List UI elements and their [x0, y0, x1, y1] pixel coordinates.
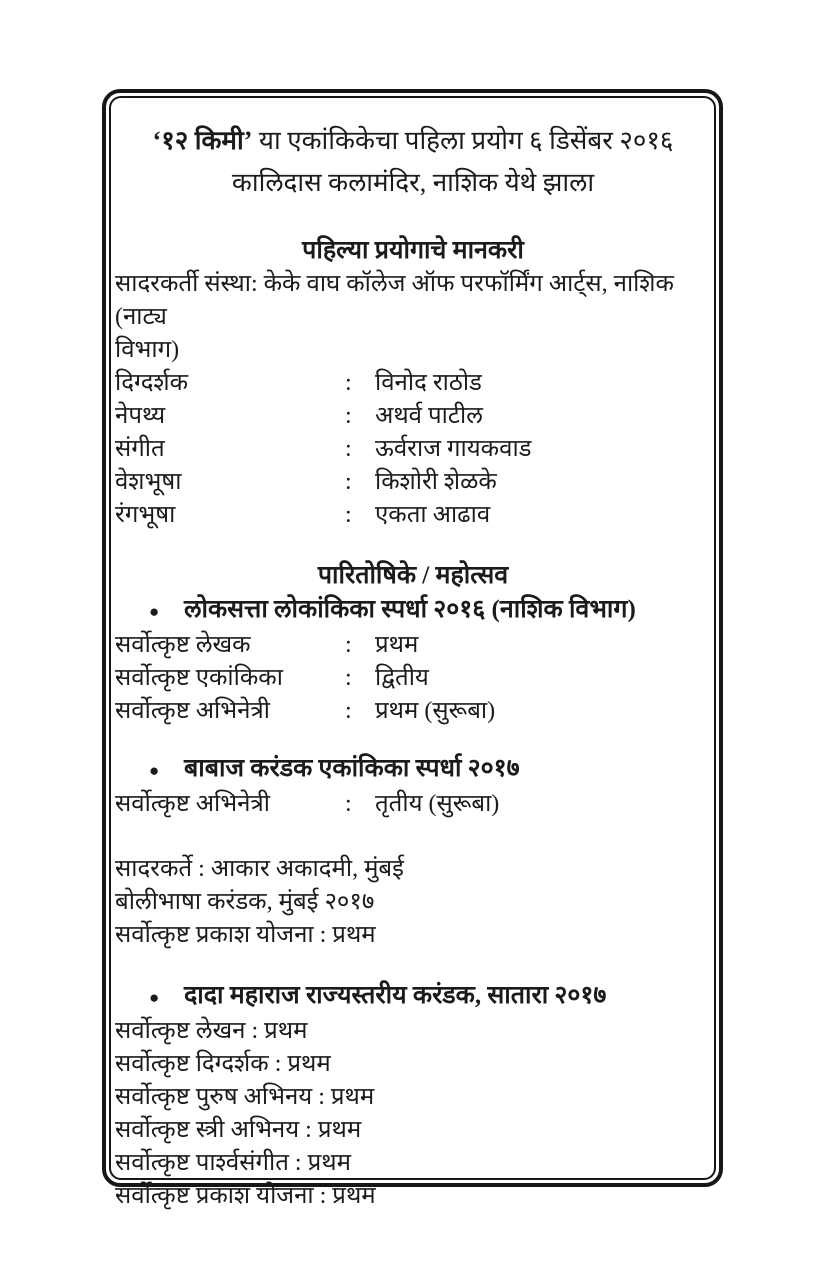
- award-row: [115, 629, 711, 662]
- presenter-line: विभाग): [115, 337, 180, 363]
- credit-row-label: रंगभूषा: [115, 502, 176, 528]
- award-group: [115, 593, 711, 728]
- credit-row-value: अथर्व पाटील: [375, 403, 483, 429]
- page-content: [115, 100, 711, 1213]
- award-line: सर्वोत्कृष्ट प्रकाश योजना : प्रथम: [115, 922, 376, 948]
- competition-title: बाबाज करंडक एकांकिका स्पर्धा २०१७: [184, 755, 520, 782]
- premiere-line2: कालिदास कलामंदिर, नाशिक येथे झाला: [231, 168, 595, 197]
- awards-groups: [115, 593, 711, 1213]
- award-row-label: सर्वोत्कृष्ट एकांकिका: [115, 665, 283, 691]
- credit-row-label: दिग्दर्शक: [115, 370, 189, 396]
- awards-heading: पारितोषिके / महोत्सव: [317, 562, 509, 589]
- credit-row: [115, 499, 711, 532]
- award-row-colon: :: [345, 665, 352, 691]
- award-row-label: सर्वोत्कृष्ट अभिनेत्री: [115, 698, 270, 724]
- credit-row: [115, 433, 711, 466]
- credits-list: [115, 367, 711, 532]
- credit-row-value: विनोद राठोड: [375, 370, 482, 396]
- award-row-value: द्वितीय: [375, 665, 429, 691]
- award-row-colon: :: [345, 698, 352, 724]
- credit-row: [115, 466, 711, 499]
- credit-row-colon: :: [345, 469, 352, 495]
- credit-row: [115, 367, 711, 400]
- credit-row-colon: :: [345, 370, 352, 396]
- award-group: [115, 752, 711, 821]
- award-row-colon: :: [345, 791, 352, 817]
- award-row: [115, 695, 711, 728]
- award-row-value: प्रथम: [375, 632, 419, 658]
- credit-row-value: ऊर्वराज गायकवाड: [375, 436, 532, 462]
- presenter-line: सादरकर्ती संस्था: केके वाघ कॉलेज ऑफ परफॉर्मिंग आर्ट्स, नाशिक (नाट्य: [115, 271, 674, 330]
- credit-row: [115, 400, 711, 433]
- bullet-icon: ●: [149, 761, 160, 780]
- award-line: सर्वोत्कृष्ट स्त्री अभिनय : प्रथम: [115, 1117, 362, 1143]
- award-line: बोलीभाषा करंडक, मुंबई २०१७: [115, 889, 375, 915]
- premiere-note: [115, 120, 711, 204]
- award-line: सर्वोत्कृष्ट पार्श्वसंगीत : प्रथम: [115, 1150, 351, 1176]
- award-line: सर्वोत्कृष्ट पुरुष अभिनय : प्रथम: [115, 1084, 375, 1110]
- award-row-value: तृतीय (सुरूबा): [375, 791, 500, 817]
- award-row: [115, 662, 711, 695]
- competition-title: दादा महाराज राज्यस्तरीय करंडक, सातारा २०१७: [184, 982, 607, 1009]
- award-row-colon: :: [345, 632, 352, 658]
- premiere-line1: [115, 120, 711, 162]
- award-line: सर्वोत्कृष्ट लेखन : प्रथम: [115, 1018, 308, 1044]
- bullet-icon: ●: [149, 988, 160, 1007]
- award-group: [115, 979, 711, 1213]
- premiere-line1-text: या एकांकिकेचा पहिला प्रयोग ६ डिसेंबर २०१६: [252, 126, 674, 155]
- award-line: सर्वोत्कृष्ट प्रकाश योजना : प्रथम: [115, 1183, 376, 1209]
- play-title: ‘१२ किमी’: [152, 126, 253, 155]
- presenter-organisation: [115, 268, 711, 367]
- award-row-value: प्रथम (सुरूबा): [375, 698, 496, 724]
- credit-row-value: किशोरी शेळके: [375, 469, 497, 495]
- credit-row-value: एकता आढाव: [375, 502, 491, 528]
- bullet-icon: ●: [149, 602, 160, 621]
- award-row: [115, 788, 711, 821]
- credit-row-colon: :: [345, 502, 352, 528]
- credit-row-label: वेशभूषा: [115, 469, 182, 495]
- award-row-label: सर्वोत्कृष्ट अभिनेत्री: [115, 791, 270, 817]
- first-performance-heading: पहिल्या प्रयोगाचे मानकरी: [302, 237, 524, 264]
- competition-title-line: [115, 979, 711, 1015]
- competition-title-line: [115, 752, 711, 788]
- credit-row-label: नेपथ्य: [115, 403, 166, 429]
- award-group: [115, 853, 711, 952]
- award-line: सादरकर्ते : आकार अकादमी, मुंबई: [115, 856, 404, 882]
- award-line: सर्वोत्कृष्ट दिग्दर्शक : प्रथम: [115, 1051, 331, 1077]
- credit-row-colon: :: [345, 403, 352, 429]
- competition-title: लोकसत्ता लोकांकिका स्पर्धा २०१६ (नाशिक विभाग): [184, 596, 636, 623]
- competition-title-line: [115, 593, 711, 629]
- credit-row-colon: :: [345, 436, 352, 462]
- award-row-label: सर्वोत्कृष्ट लेखक: [115, 632, 251, 658]
- credit-row-label: संगीत: [115, 436, 165, 462]
